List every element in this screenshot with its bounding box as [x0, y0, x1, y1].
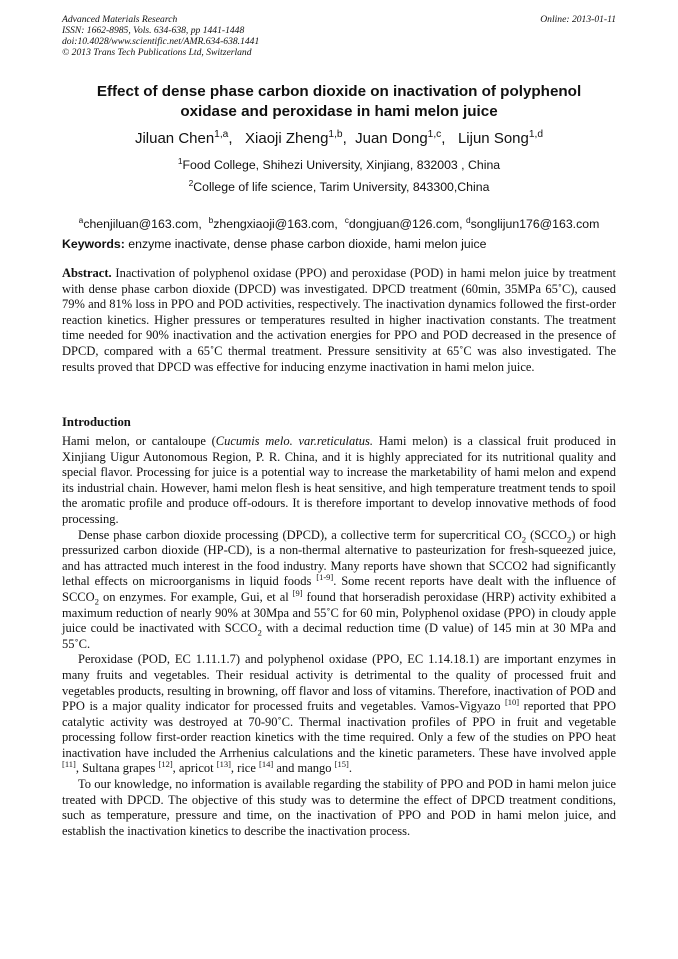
- citation: [12]: [158, 759, 173, 770]
- citation: [9]: [292, 587, 303, 598]
- affiliation-1: [62, 157, 616, 173]
- affiliation-text: College of life science, Tarim University, 843300,China: [193, 180, 490, 194]
- citation: [11]: [62, 759, 76, 770]
- copyright-line: © 2013 Trans Tech Publications Ltd, Switzerland: [62, 47, 252, 58]
- affiliation-superscript: 1: [177, 155, 183, 166]
- citation: [14]: [259, 759, 274, 770]
- journal-header: [62, 14, 616, 58]
- text-run: (SCCO: [526, 527, 567, 542]
- subscript: 2: [257, 627, 262, 638]
- author-separator: ,: [441, 130, 454, 147]
- text-run: Hami melon) is a classical fruit produced in Xinjiang Uigur Autonomous Region, P. R. China, and it is highly appreciated for its nutritional quality and special flavor. Processing for juice is a potential way to increase the marketability of hami melon and expend its industrial chain. However, hami melon flesh is heat sensitive, and high temperature treatment tends to spoil the aromatic profile and produce off-odours. It is therefore important to develop innovative methods of food processing.: [62, 434, 616, 526]
- citation: [13]: [216, 759, 231, 770]
- text-run: ) or high pressurized carbon dioxide (HP-CD), is a non-thermal alternative to pasteurization for fresh-squeezed juice, and has attracted much interest in the food industry. Many reports have shown that SCCO2 had significantly lethal effects on microorganisms in liquid foods: [62, 527, 616, 589]
- title-line-1: Effect of dense phase carbon dioxide on inactivation of polyphenol: [96, 83, 582, 100]
- author-name: Xiaoji Zheng: [245, 130, 329, 147]
- affiliation-2: [62, 179, 616, 195]
- keywords: [62, 236, 616, 252]
- email-superscript: c: [344, 214, 349, 225]
- abstract: [62, 266, 616, 375]
- email-superscript: b: [208, 214, 214, 225]
- email-address: zhengxiaoji@163.com,: [213, 217, 345, 231]
- email-address: dongjuan@126.com,: [348, 217, 466, 231]
- text-run: Hami melon, or cantaloupe (: [62, 434, 216, 448]
- title-line-2: oxidase and peroxidase in hami melon juice: [180, 103, 498, 120]
- abstract-label: Abstract.: [62, 266, 112, 280]
- author-name: Jiluan Chen: [134, 130, 215, 147]
- keywords-text: enzyme inactivate, dense phase carbon dioxide, hami melon juice: [124, 237, 487, 251]
- text-run: with a decimal reduction time (D value) of 145 min at 30 MPa and 55˚C.: [62, 621, 616, 651]
- author-separator: ,: [228, 130, 241, 147]
- introduction-heading: Introduction: [62, 415, 131, 429]
- text-run: .: [348, 761, 352, 776]
- text-run: found that horseradish peroxidase (HRP) activity exhibited a maximum reduction of nearly 90% at 30Mpa and 55˚C for 60 min, Polyphenol oxidase (PPO) in cloudy apple juice could be inactivated with SCCO: [62, 589, 616, 636]
- paper-title: [62, 82, 616, 122]
- subscript: 2: [94, 596, 100, 607]
- citation: [10]: [504, 696, 520, 707]
- author-superscript: 1,b: [328, 129, 343, 140]
- text-run: reported that PPO catalytic activity was destroyed at 70-90˚C. Thermal inactivation profiles of PPO in fruit and vegetable processing follow first-order reaction kinetics with the time required. Only a few of the studies on PPO heat inactivation have included the Arrhenius calculations and the kinetic parameters. These have involved apple: [62, 699, 616, 760]
- text-run: . Some recent reports have dealt with the influence of SCCO: [62, 574, 616, 604]
- email-superscript: a: [78, 214, 84, 225]
- author-superscript: 1,d: [528, 129, 544, 140]
- journal-name: Advanced Materials Research: [62, 14, 178, 25]
- subscript: 2: [521, 534, 527, 545]
- author-superscript: 1,c: [427, 129, 442, 140]
- online-date: Online: 2013-01-11: [540, 14, 616, 25]
- email-address: songlijun176@163.com: [470, 217, 600, 231]
- paragraph: [62, 434, 616, 528]
- keywords-label: Keywords:: [62, 237, 125, 251]
- abstract-text: Inactivation of polyphenol oxidase (PPO) and peroxidase (POD) in hami melon juice by treatment with dense phase carbon dioxide (DPCD) was investigated. DPCD treatment (60min, 35MPa 65˚C), caused 79% and 81% loss in PPO and POD activities, respectively. The inactivation dynamics followed the first-order reaction kinetics. Higher pressures or temperatures resulted in higher inactivation constants. The treatment time needed for 90% inactivation and the activation energies for PPO and POD decreased in the presence of DPCD, compared with a 65˚C thermal treatment. Pressure sensitivity at 65˚C was also investigated. The results proved that DPCD was effective for inducing enzyme inactivation in hami melon juice.: [62, 266, 616, 374]
- affiliation-superscript: 2: [188, 177, 194, 188]
- subscript: 2: [566, 534, 572, 545]
- issn-line: ISSN: 1662-8985, Vols. 634-638, pp 1441-1448: [62, 25, 245, 36]
- email-superscript: d: [465, 214, 471, 225]
- paragraph: To our knowledge, no information is available regarding the stability of PPO and POD in hami melon juice treated with DPCD. The objective of this study was to determine the effect of DPCD treatment conditions, such as temperature, pressure and time, on the inactivation of PPO and POD in hami melon juice, and establish the inactivation kinetics to describe the inactivation process.: [62, 777, 616, 838]
- text-run: Peroxidase (POD, EC 1.11.1.7) and polyphenol oxidase (PPO, EC 1.14.18.1) are important enzymes in many fruits and vegetables. Their residual activity is detrimental to the quality of processed fruit and vegetables products, resulting in browning, off flavor and loss of vitamins. Therefore, inactivation of POD and PPO is a major quality indicator for processed fruits and vegetables. Vamos-Vigyazo: [62, 652, 616, 714]
- affiliation-text: Food College, Shihezi University, Xinjiang, 832003 , China: [182, 158, 501, 172]
- text-run: Dense phase carbon dioxide processing (DPCD), a collective term for supercritical CO: [78, 527, 522, 542]
- text-run: on enzymes. For example, Gui, et al: [99, 589, 293, 604]
- paragraph: [62, 652, 616, 777]
- citation: [15]: [334, 759, 349, 770]
- text-run: , apricot: [172, 761, 217, 776]
- paragraph: [62, 528, 616, 653]
- doi-line: doi:10.4028/www.scientific.net/AMR.634-638.1441: [62, 36, 260, 47]
- text-run: , rice: [230, 761, 260, 776]
- author-separator: ,: [342, 130, 351, 147]
- introduction-body: [62, 434, 616, 839]
- email-list: [62, 200, 616, 232]
- text-run: and mango: [273, 761, 335, 776]
- author-name: Lijun Song: [457, 130, 529, 147]
- text-run: , Sultana grapes: [75, 761, 159, 776]
- author-superscript: 1,a: [214, 129, 229, 140]
- author-name: Juan Dong: [355, 130, 428, 147]
- citation: [1-9]: [316, 572, 334, 583]
- email-address: chenjiluan@163.com,: [83, 217, 209, 231]
- author-list: [62, 129, 616, 149]
- species-name: Cucumis melo. var.reticulatus.: [215, 434, 373, 448]
